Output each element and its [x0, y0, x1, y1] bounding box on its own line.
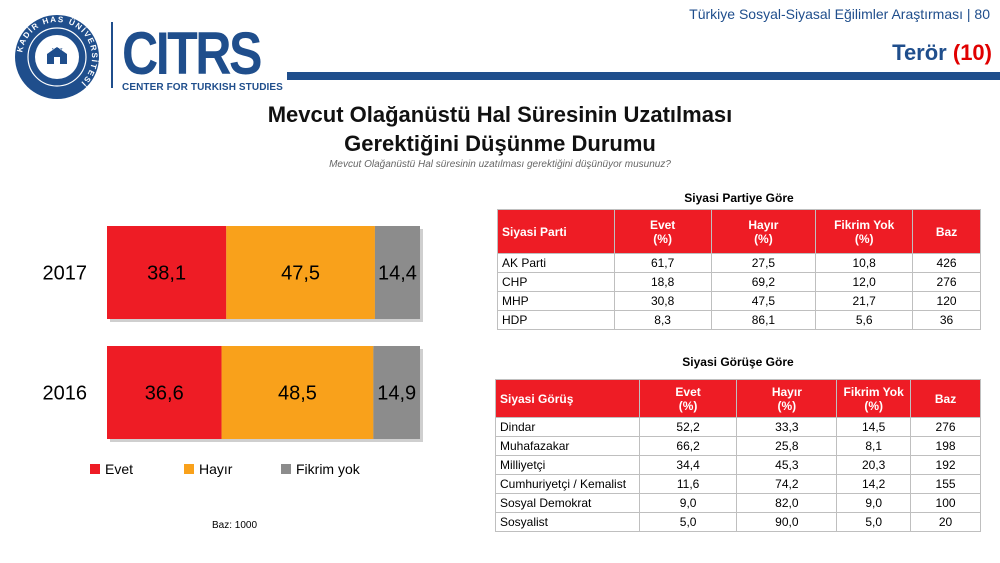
- legend-label-hayir: Hayır: [199, 461, 233, 477]
- view-table-cell: Cumhuriyetçi / Kemalist: [496, 475, 640, 494]
- view-table-cell: Sosyal Demokrat: [496, 494, 640, 513]
- chart-base-note: Baz: 1000: [212, 520, 258, 531]
- section-name: Terör: [892, 40, 947, 65]
- seal-year: 1997: [51, 48, 63, 54]
- view-table-cell: Dindar: [496, 418, 640, 437]
- legend-item-evet: [90, 461, 133, 477]
- data-label-2016-evet: 36,6: [144, 382, 184, 405]
- legend-label-fikrim-yok: Fikrim yok: [296, 461, 360, 477]
- legend-item-hayir: [184, 461, 232, 477]
- party-table: [497, 209, 981, 330]
- view-table-cell: 33,3: [737, 418, 837, 437]
- party-table-row: [498, 311, 981, 330]
- party-table-cell: 27,5: [711, 254, 816, 273]
- party-table-cell: 8,3: [614, 311, 711, 330]
- view-table-cell: 5,0: [639, 513, 737, 532]
- citrs-logo: [122, 18, 262, 80]
- view-table-cell: Sosyalist: [496, 513, 640, 532]
- view-table-cell: 9,0: [639, 494, 737, 513]
- party-table-cell: 426: [913, 254, 981, 273]
- data-label-2016-fikrim-yok: 14,9: [377, 382, 417, 405]
- party-table-cell: 69,2: [711, 273, 816, 292]
- party-table-cell: 276: [913, 273, 981, 292]
- party-table-header-3: Fikrim Yok (%): [816, 210, 913, 254]
- view-table-cell: 11,6: [639, 475, 737, 494]
- view-table-cell: 74,2: [737, 475, 837, 494]
- party-table-cell: 30,8: [614, 292, 711, 311]
- view-table-row: [496, 513, 981, 532]
- party-table-row: [498, 254, 981, 273]
- party-table-title: Siyasi Partiye Göre: [684, 191, 794, 205]
- legend-label-evet: Evet: [105, 461, 134, 477]
- party-table-header-2: Hayır (%): [711, 210, 816, 254]
- data-label-2016-hayır: 48,5: [277, 382, 317, 405]
- view-table-cell: 20: [911, 513, 981, 532]
- party-table-header-0: Siyasi Parti: [498, 210, 615, 254]
- view-table-cell: 276: [911, 418, 981, 437]
- view-table-cell: 90,0: [737, 513, 837, 532]
- party-table-cell: 21,7: [816, 292, 913, 311]
- view-table-row: [496, 494, 981, 513]
- view-table-cell: 192: [911, 456, 981, 475]
- view-table-header-1: Evet (%): [639, 380, 737, 418]
- legend-swatch-evet: [90, 464, 100, 474]
- view-table-cell: 25,8: [737, 437, 837, 456]
- view-table-row: [496, 475, 981, 494]
- view-table-cell: 66,2: [639, 437, 737, 456]
- party-table-cell: 120: [913, 292, 981, 311]
- view-table-cell: 8,1: [837, 437, 911, 456]
- party-table-cell: 47,5: [711, 292, 816, 311]
- main-title: [180, 100, 820, 158]
- stacked-bar-chart: [0, 200, 430, 460]
- party-table-row: [498, 292, 981, 311]
- report-subtitle: Türkiye Sosyal-Siyasal Eğilimler Araştırması | 80: [689, 6, 990, 22]
- view-table-header-2: Hayır (%): [737, 380, 837, 418]
- party-table-cell: 86,1: [711, 311, 816, 330]
- section-number: (10): [952, 40, 992, 65]
- party-table-cell: HDP: [498, 311, 615, 330]
- category-label-2016: 2016: [42, 382, 87, 405]
- view-table-row: [496, 418, 981, 437]
- party-table-cell: CHP: [498, 273, 615, 292]
- party-table-header-4: Baz: [913, 210, 981, 254]
- data-label-2017-hayır: 47,5: [281, 262, 321, 285]
- section-title: [892, 40, 992, 66]
- party-table-cell: 12,0: [816, 273, 913, 292]
- view-table-header-3: Fikrim Yok (%): [837, 380, 911, 418]
- party-table-cell: 10,8: [816, 254, 913, 273]
- view-table-cell: 155: [911, 475, 981, 494]
- view-table-cell: 20,3: [837, 456, 911, 475]
- party-table-cell: MHP: [498, 292, 615, 311]
- party-table-cell: 18,8: [614, 273, 711, 292]
- view-table-cell: 52,2: [639, 418, 737, 437]
- kadir-has-seal-logo: [14, 14, 100, 100]
- view-table-row: [496, 456, 981, 475]
- view-table-header-0: Siyasi Görüş: [496, 380, 640, 418]
- view-table-title: Siyasi Görüşe Göre: [682, 355, 794, 369]
- view-table: [495, 379, 981, 532]
- party-table-row: [498, 273, 981, 292]
- view-table-header-4: Baz: [911, 380, 981, 418]
- view-table-cell: 34,4: [639, 456, 737, 475]
- category-label-2017: 2017: [42, 262, 87, 285]
- view-table-cell: 198: [911, 437, 981, 456]
- legend-swatch-fikrim-yok: [281, 464, 291, 474]
- party-table-cell: 61,7: [614, 254, 711, 273]
- party-table-cell: 36: [913, 311, 981, 330]
- view-table-cell: 45,3: [737, 456, 837, 475]
- main-title-line2: Gerektiğini Düşünme Durumu: [344, 131, 656, 156]
- survey-question: Mevcut Olağanüstü Hal süresinin uzatılması gerektiğini düşünüyor musunuz?: [329, 159, 671, 170]
- view-table-row: [496, 437, 981, 456]
- party-table-header-1: Evet (%): [614, 210, 711, 254]
- data-label-2017-fikrim-yok: 14,4: [377, 262, 417, 285]
- party-table-cell: AK Parti: [498, 254, 615, 273]
- logo-divider: [111, 22, 113, 88]
- seal-text: KADİR HAS ÜNİVERSİTESİ: [15, 14, 100, 89]
- citrs-subtitle: CENTER FOR TURKISH STUDIES: [122, 82, 283, 93]
- view-table-cell: Milliyetçi: [496, 456, 640, 475]
- main-title-line1: Mevcut Olağanüstü Hal Süresinin Uzatılması: [267, 102, 733, 127]
- data-label-2017-evet: 38,1: [147, 262, 187, 285]
- view-table-cell: 14,2: [837, 475, 911, 494]
- legend-swatch-hayir: [184, 464, 194, 474]
- view-table-cell: Muhafazakar: [496, 437, 640, 456]
- header-rule: [287, 72, 1000, 80]
- citrs-logo-text: CITRS: [122, 20, 261, 80]
- view-table-cell: 100: [911, 494, 981, 513]
- view-table-cell: 14,5: [837, 418, 911, 437]
- view-table-cell: 82,0: [737, 494, 837, 513]
- legend-item-fikrim-yok: [281, 461, 360, 477]
- party-table-cell: 5,6: [816, 311, 913, 330]
- view-table-cell: 9,0: [837, 494, 911, 513]
- view-table-cell: 5,0: [837, 513, 911, 532]
